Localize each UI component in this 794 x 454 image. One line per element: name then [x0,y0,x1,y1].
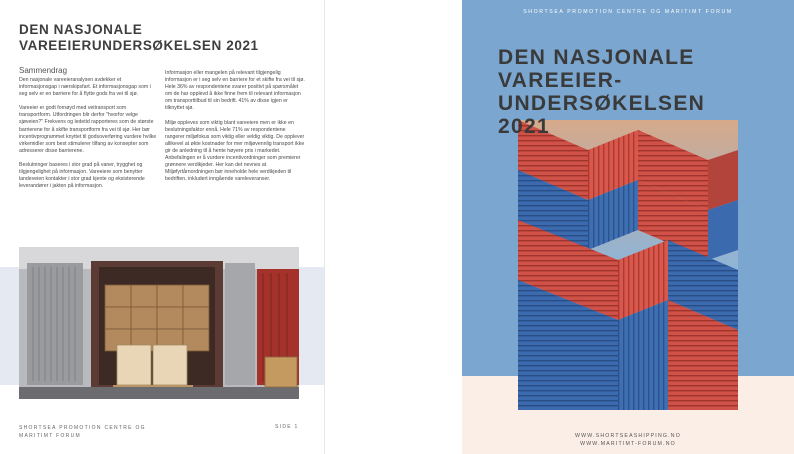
paragraph: Informasjon eller mangelen på relevant tilgjengelig informasjon er i seg selv en barriere for et skifte fra vei til sjø. Hele 36% av respondentene svarer positivt på spørsmålet om de har opplevd å ikke finne frem til relevant informasjon om transporttilbud til sin bedrift. 41% av disse igjen er tilknyttet sjø. [165,70,305,112]
paragraph: Miljø oppleves som viktig blant vareeiere men er ikke en beslutningsfaktor ennå. Hele 71% av respondentene rangerer miljøfokus som viktig eller veldig viktig. De opplever allikevel at økte kostnader for mer miljøvennlig transport ikke gir de anledning til å hente høyere pris i markedet. Anbefalingen er å vurdere incentivordninger som premierer grønnere verdikjeder. Her kan det nevnes at Miljøfyrtårnordningen bør inneholde hele verdikjeden til bedriften, inkludert inngående vareleveranser. [165,119,305,183]
cover-title-line1: DEN NASJONALE [498,46,695,69]
section-heading-summary: Sammendrag [19,66,68,75]
paragraph: Den nasjonale vareeieranalysen avdekker et informasjonsgap i nærskipsfart. Et informasjonsgap som i seg selv er en barriere for å flytte gods fra vei til sjø. [19,77,151,98]
footer-line2: MARITIMT FORUM [19,433,81,439]
container-loading-photo [19,247,299,399]
cover-org-header: SHORTSEA PROMOTION CENTRE OG MARITIMT FORUM [523,9,733,15]
text-column-1 [19,77,157,197]
stacked-containers-photo [518,120,738,410]
container-loading-illustration [19,247,299,399]
report-title [19,22,319,54]
cover-title-line2: VAREEIER- [498,69,623,92]
stacked-containers-illustration [518,120,738,410]
report-title-line2: VAREEIERUNDERSØKELSEN 2021 [19,38,259,53]
website-link-maritimt-forum[interactable]: WWW.MARITIMT-FORUM.NO [580,441,676,447]
footer-line1: SHORTSEA PROMOTION CENTRE OG [19,425,146,431]
page-number: SIDE 1 [275,424,299,430]
text-column-2 [165,70,305,190]
paragraph: Beslutninger baseres i stor grad på vaner, trygghet og tilgjengelighet på informasjon. Vareeiere som benytter landeveien kontakter i stor grad kjente og eksisterende leverandører i jakten på informasjon. [19,161,145,190]
cover-title-line4: 2021 [498,115,550,138]
website-link-shortsea[interactable]: WWW.SHORTSEASHIPPING.NO [575,433,681,439]
report-title-line1: DEN NASJONALE [19,22,143,37]
footer-organization [19,424,199,440]
report-cover-page [462,0,794,454]
report-page-left [0,0,325,454]
paragraph: Vareeier er godt fornøyd med veitransport som transportform. Utfordringen blir derfor "hvorfor velge sjøveien?" Frekvens og ledetid rapporteres som de største barrierene for å skifte transportform fra vei til sjø. Her bør incentivprogrammet knyttet til godsoverføring vurdere hvilke virkemidler som best stimulerer tilfang av konsepter som adresserer disse barrierene. [19,105,157,154]
cover-websites [462,432,794,448]
cover-title-line3: UNDERSØKELSEN [498,92,706,115]
cover-title [498,46,788,138]
